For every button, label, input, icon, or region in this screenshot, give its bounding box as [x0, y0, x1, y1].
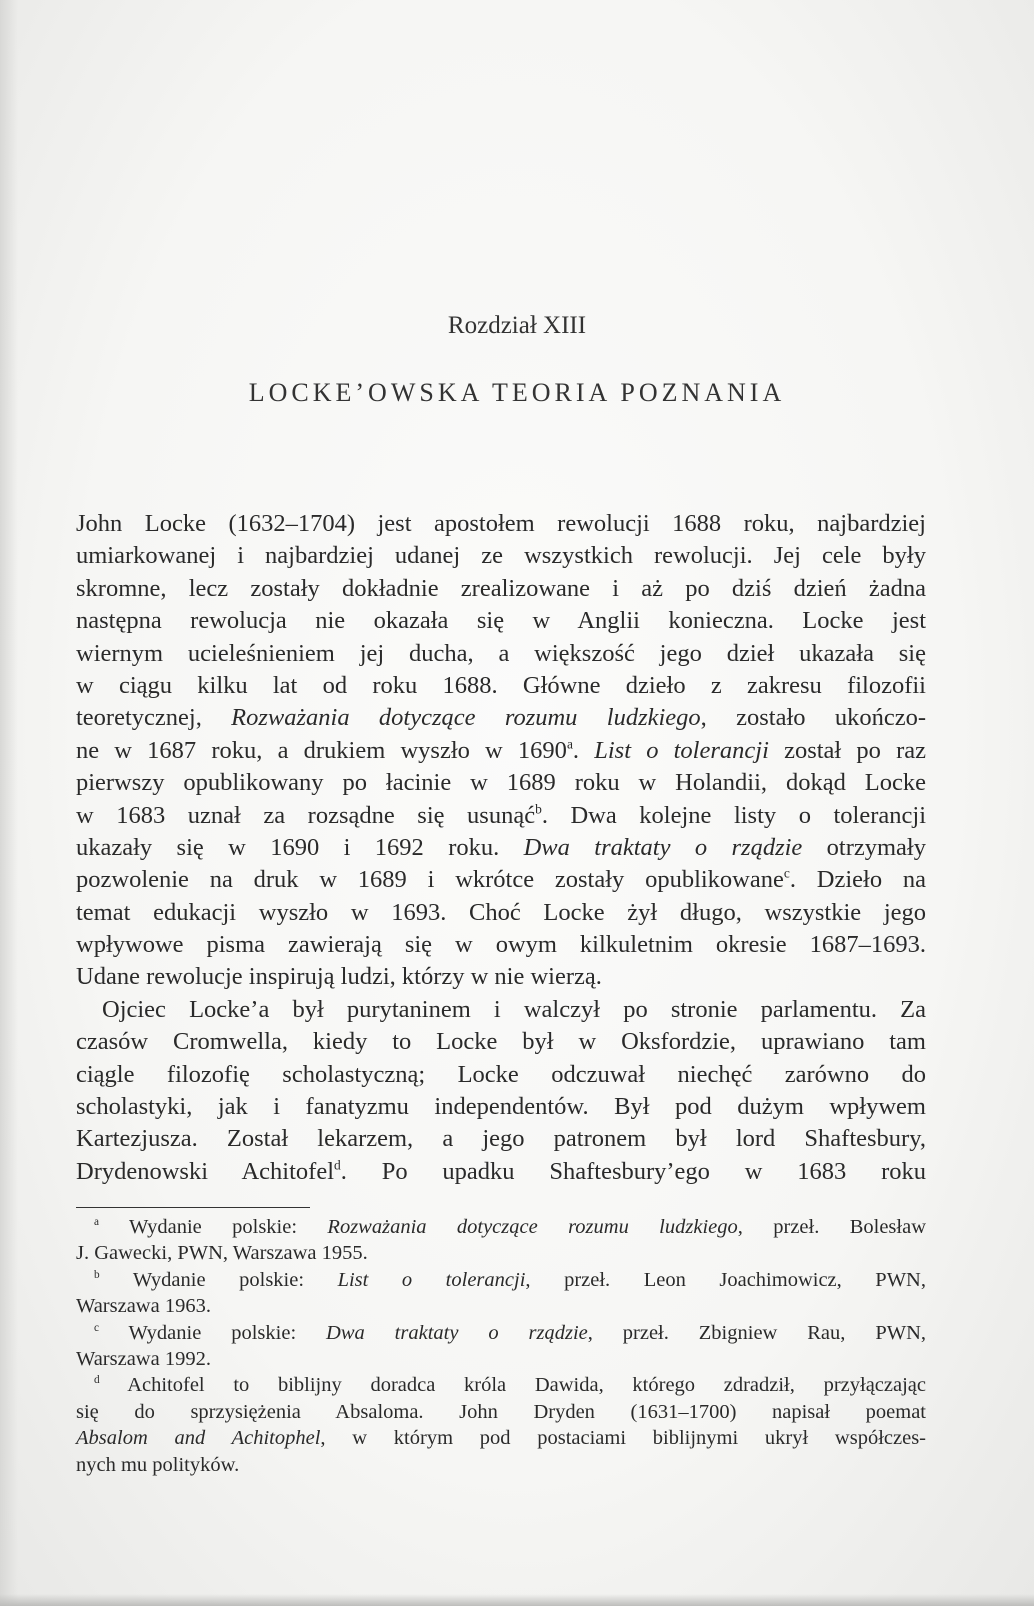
main-text — [76, 508, 926, 1188]
text-line: ciągle filozofię scholastyczną; Locke odczuwał niechęć zarówno do — [76, 1060, 926, 1088]
footnote-marker-c: c — [94, 1321, 100, 1334]
text-run: , zostało ukończo- — [700, 704, 926, 732]
text-line: umiarkowanej i najbardziej udanej ze wszystkich rewolucji. Jej cele były — [76, 542, 926, 570]
text-run: , przeł. Leon Joachimowicz, PWN, — [525, 1268, 926, 1291]
text-run: , w którym pod postaciami biblijnymi ukrył współczes- — [320, 1427, 927, 1450]
footnote-d-cont: nych mu polityków. — [76, 1453, 240, 1476]
text-line: wiernym ucieleśnieniem jej ducha, a większość jego dzieł ukazała się — [76, 639, 926, 667]
text-line — [76, 1156, 926, 1188]
page-edge-shadow — [0, 0, 18, 1606]
text-line: czasów Cromwella, kiedy to Locke był w Oksfordzie, uprawiano tam — [76, 1028, 926, 1056]
text-run: został po raz — [768, 736, 926, 764]
footnote-ref-a[interactable]: a — [566, 736, 573, 752]
footnote-ref-d[interactable]: d — [334, 1157, 341, 1173]
page-bottom-shadow — [0, 1594, 1034, 1606]
book-title-treatises: Dwa traktaty o rządzie — [523, 833, 803, 861]
footnote-b-cont: Warszawa 1963. — [76, 1295, 211, 1318]
footnote-marker-a: a — [94, 1216, 100, 1229]
text-line — [76, 735, 926, 767]
footnote-marker-b: b — [94, 1268, 100, 1281]
text-run: Wydanie polskie: — [99, 1321, 327, 1344]
footnote-d-cont: się do sprzysiężenia Absaloma. John Dryden (1631–1700) napisał poemat — [76, 1400, 926, 1423]
text-run: ukazały się w 1690 i 1692 roku. — [76, 833, 524, 861]
text-line: Udane rewolucje inspirują ludzi, którzy w nie wierzą. — [76, 963, 602, 991]
text-run: . Dwa kolejne listy o tolerancji — [541, 801, 926, 829]
footnote-marker-d: d — [94, 1374, 100, 1387]
text-run: . — [572, 736, 595, 764]
text-line — [76, 702, 926, 734]
footnote-divider — [76, 1207, 310, 1208]
book-title-letter: List o tolerancji — [594, 736, 769, 764]
text-run: Wydanie polskie: — [99, 1268, 338, 1291]
text-run: Wydanie polskie: — [99, 1216, 328, 1238]
text-line: w ciągu kilku lat od roku 1688. Główne dzieło z zakresu filozofii — [76, 671, 926, 699]
chapter-title: LOCKE’OWSKA TEORIA POZNANIA — [248, 378, 786, 407]
text-run: Drydenowski Achitofel — [76, 1157, 335, 1185]
text-line: Ojciec Locke’a był purytaninem i walczył po stronie parlamentu. Za — [102, 995, 926, 1023]
text-run: , przeł. Zbigniew Rau, PWN, — [587, 1321, 926, 1344]
text-line: skromne, lecz zostały dokładnie zrealizowane i aż po dziś dzień żadna — [76, 574, 926, 602]
footnote-c — [76, 1320, 926, 1346]
text-line — [76, 864, 926, 896]
text-line — [76, 832, 926, 864]
footnote-b — [76, 1267, 926, 1293]
footnote-d — [76, 1372, 926, 1398]
footnote-d-cont — [76, 1425, 926, 1451]
footnote-c-cont: Warszawa 1992. — [76, 1347, 211, 1370]
text-line — [76, 800, 926, 832]
text-line: pierwszy opublikowany po łacinie w 1689 roku w Holandii, dokąd Locke — [76, 769, 926, 797]
text-line: Kartezjusza. Został lekarzem, a jego patronem był lord Shaftesbury, — [76, 1125, 926, 1153]
text-line: scholastyki, jak i fanatyzmu independentów. Był pod dużym wpływem — [76, 1093, 926, 1121]
text-line: John Locke (1632–1704) jest apostołem rewolucji 1688 roku, najbardziej — [76, 510, 926, 537]
text-run: . Dzieło na — [789, 866, 926, 894]
text-run: . Po upadku Shaftesbury’ego w 1683 roku — [340, 1157, 926, 1185]
book-title-essay: Rozważania dotyczące rozumu ludzkiego — [231, 704, 701, 732]
footnotes — [76, 1214, 926, 1478]
footnote-title: Dwa traktaty o rządzie — [326, 1321, 588, 1344]
text-run: ne w 1687 roku, a drukiem wyszło w 1690 — [76, 736, 567, 764]
footnote-a-cont: J. Gawecki, PWN, Warszawa 1955. — [76, 1242, 368, 1265]
footnote-ref-b[interactable]: b — [535, 801, 542, 817]
text-line: temat edukacji wyszło w 1693. Choć Locke żył długo, wszystkie jego — [76, 898, 926, 926]
text-run: Achitofel to biblijny doradca króla Dawida, którego zdradził, przyłączając — [99, 1374, 926, 1397]
text-line: wpływowe pisma zawierają się w owym kilkuletnim okresie 1687–1693. — [76, 931, 926, 959]
chapter-number: Rozdział XIII — [447, 312, 587, 339]
text-run: teoretycznej, — [76, 704, 232, 732]
text-run: , przeł. Bolesław — [737, 1216, 926, 1238]
footnote-title: Absalom and Achitophel — [76, 1427, 321, 1450]
text-line: następna rewolucja nie okazała się w Anglii konieczna. Locke jest — [76, 607, 926, 635]
text-run: pozwolenie na druk w 1689 i wkrótce zostały opublikowane — [76, 866, 784, 894]
footnote-title: Rozważania dotyczące rozumu ludzkiego — [327, 1216, 738, 1238]
footnote-ref-c[interactable]: c — [783, 865, 790, 881]
footnote-a — [76, 1214, 926, 1240]
footnote-title: List o tolerancji — [337, 1268, 526, 1291]
text-run: w 1683 uznał za rozsądne się usunąć — [76, 801, 536, 829]
text-run: otrzymały — [802, 833, 926, 861]
